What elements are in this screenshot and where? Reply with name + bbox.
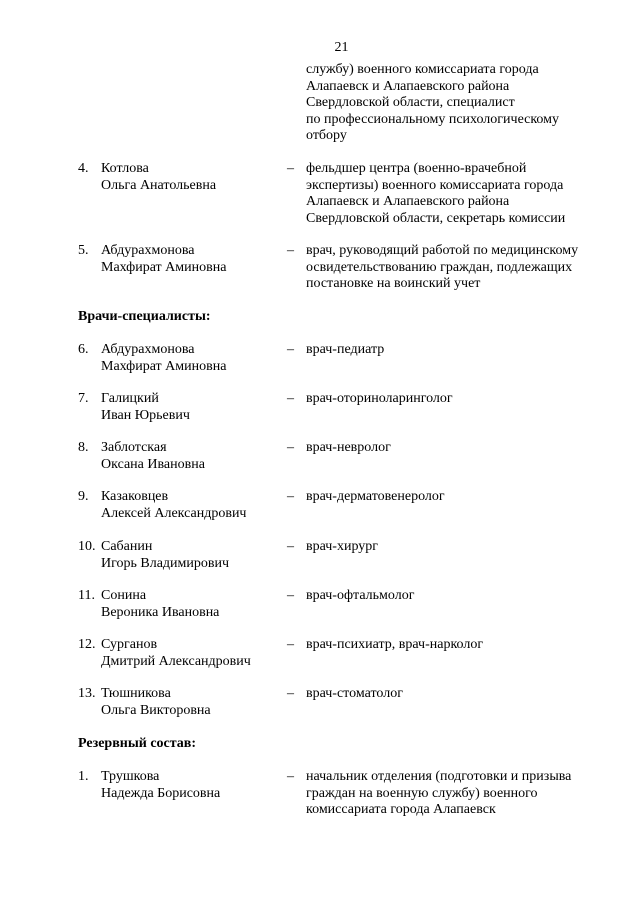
member-role	[306, 391, 606, 408]
role-line: врач-хирург	[306, 539, 379, 554]
surname: Трушкова	[101, 769, 160, 784]
entry-number: 1.	[78, 769, 89, 784]
given-names: Надежда Борисовна	[101, 785, 221, 801]
section-heading-reserve: Резервный состав:	[78, 736, 197, 751]
surname: Казаковцев	[101, 489, 169, 504]
surname: Котлова	[101, 161, 149, 176]
role-line: врач-офтальмолог	[306, 588, 415, 603]
given-names: Ольга Викторовна	[101, 702, 211, 718]
role-line: экспертизы) военного комиссариата города	[306, 177, 564, 193]
continuation-text	[306, 62, 559, 145]
member-role	[306, 243, 606, 293]
given-names: Махфират Аминовна	[101, 259, 227, 275]
dash: –	[287, 769, 294, 784]
member-name	[101, 391, 281, 424]
text-line: службу) военного комиссариата города	[306, 62, 539, 77]
role-line: освидетельствованию граждан, подлежащих	[306, 259, 573, 275]
role-line: врач-дерматовенеролог	[306, 489, 445, 504]
entry-number: 9.	[78, 489, 89, 504]
member-role	[306, 686, 606, 703]
given-names: Махфират Аминовна	[101, 358, 227, 374]
entry-number: 7.	[78, 391, 89, 406]
dash: –	[287, 489, 294, 504]
member-name	[101, 588, 281, 621]
surname: Галицкий	[101, 391, 159, 406]
entry-number: 13.	[78, 686, 96, 701]
given-names: Дмитрий Александрович	[101, 653, 251, 669]
role-line: фельдшер центра (военно-врачебной	[306, 161, 527, 176]
given-names: Ольга Анатольевна	[101, 177, 217, 193]
member-name	[101, 489, 281, 522]
role-line: врач-педиатр	[306, 342, 385, 357]
entry-number: 5.	[78, 243, 89, 258]
entry-number: 12.	[78, 637, 96, 652]
page-number: 21	[334, 40, 349, 55]
member-name	[101, 342, 281, 375]
dash: –	[287, 539, 294, 554]
text-line: отбору	[306, 128, 347, 144]
entry-number: 8.	[78, 440, 89, 455]
member-role	[306, 342, 606, 359]
role-line: врач, руководящий работой по медицинскому	[306, 243, 579, 258]
role-line: начальник отделения (подготовки и призыва	[306, 769, 572, 784]
given-names: Алексей Александрович	[101, 505, 247, 521]
member-role	[306, 161, 606, 227]
dash: –	[287, 686, 294, 701]
member-name	[101, 637, 281, 670]
role-line: граждан на военную службу) военного	[306, 785, 538, 801]
role-line: врач-оториноларинголог	[306, 391, 453, 406]
given-names: Иван Юрьевич	[101, 407, 190, 423]
member-name	[101, 243, 281, 276]
surname: Сонина	[101, 588, 147, 603]
entry-number: 6.	[78, 342, 89, 357]
member-role	[306, 637, 606, 654]
member-name	[101, 161, 281, 194]
surname: Заблотская	[101, 440, 167, 455]
given-names: Игорь Владимирович	[101, 555, 230, 571]
entry-number: 10.	[78, 539, 96, 554]
member-name	[101, 769, 281, 802]
surname: Абдурахмонова	[101, 342, 195, 357]
dash: –	[287, 637, 294, 652]
dash: –	[287, 588, 294, 603]
dash: –	[287, 440, 294, 455]
entry-number: 4.	[78, 161, 89, 176]
dash: –	[287, 342, 294, 357]
role-line: комиссариата города Алапаевск	[306, 802, 496, 818]
member-role	[306, 489, 606, 506]
surname: Сурганов	[101, 637, 158, 652]
surname: Абдурахмонова	[101, 243, 195, 258]
dash: –	[287, 243, 294, 258]
given-names: Вероника Ивановна	[101, 604, 220, 620]
entry-number: 11.	[78, 588, 95, 603]
member-role	[306, 769, 606, 819]
member-role	[306, 588, 606, 605]
given-names: Оксана Ивановна	[101, 456, 205, 472]
role-line: постановке на воинский учет	[306, 276, 481, 292]
member-role	[306, 539, 606, 556]
role-line: врач-стоматолог	[306, 686, 403, 701]
member-name	[101, 440, 281, 473]
dash: –	[287, 161, 294, 176]
role-line: врач-невролог	[306, 440, 391, 455]
text-line: Свердловской области, специалист	[306, 95, 515, 111]
member-role	[306, 440, 606, 457]
role-line: Свердловской области, секретарь комиссии	[306, 210, 566, 226]
role-line: Алапаевск и Алапаевского района	[306, 194, 510, 210]
text-line: Алапаевск и Алапаевского района	[306, 78, 510, 94]
surname: Сабанин	[101, 539, 153, 554]
role-line: врач-психиатр, врач-нарколог	[306, 637, 484, 652]
dash: –	[287, 391, 294, 406]
surname: Тюшникова	[101, 686, 171, 701]
member-name	[101, 686, 281, 719]
section-heading-doctors: Врачи-специалисты:	[78, 309, 211, 324]
member-name	[101, 539, 281, 572]
text-line: по профессиональному психологическому	[306, 111, 560, 127]
